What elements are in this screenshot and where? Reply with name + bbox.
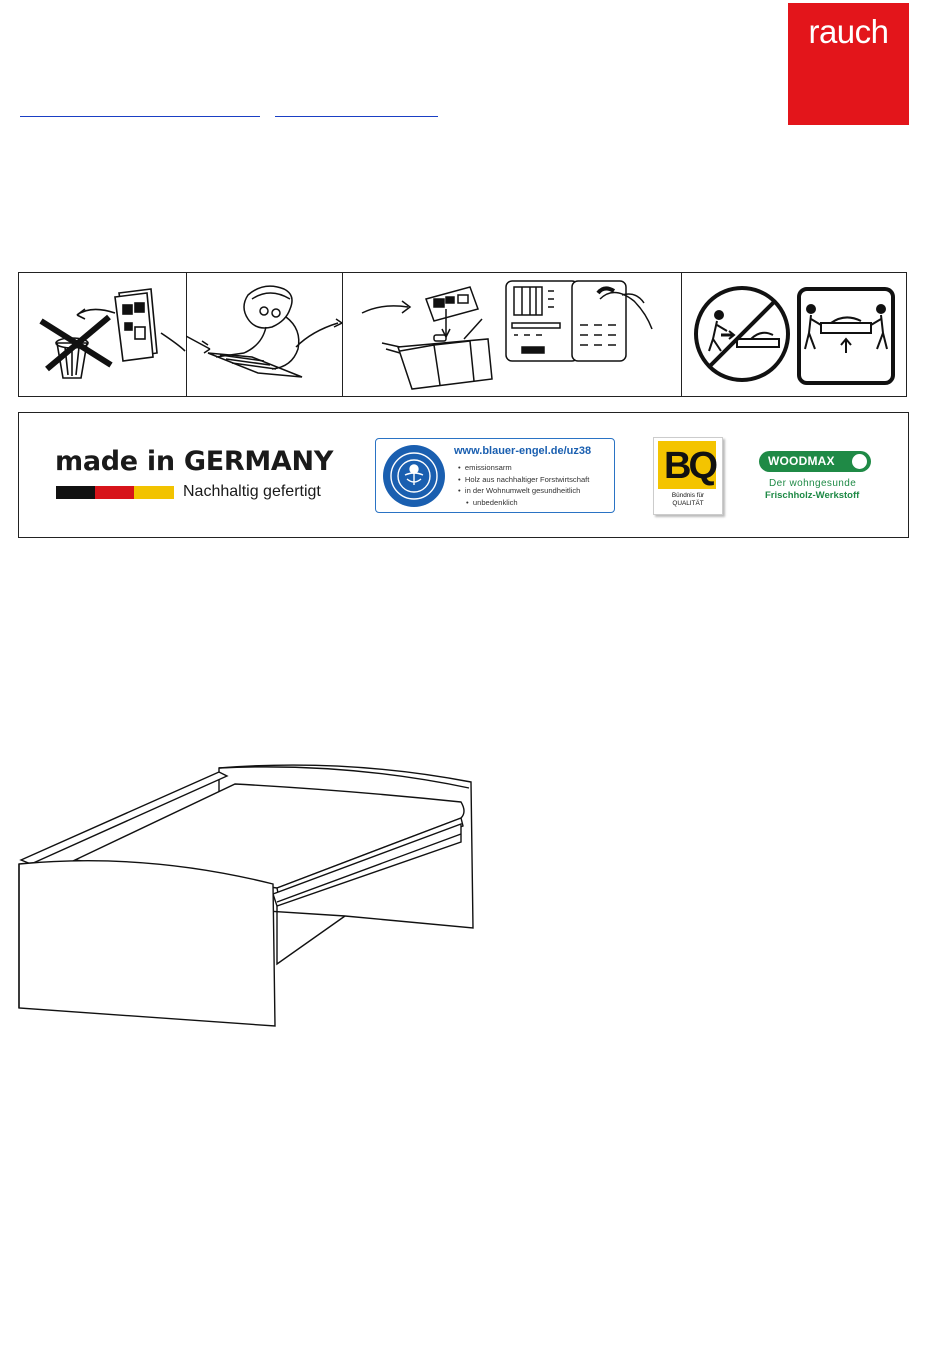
read-manual-icon xyxy=(186,273,343,396)
woodmax-name: WOODMAX xyxy=(768,454,835,468)
blauer-engel-seal-icon xyxy=(383,445,445,507)
bq-quality-badge xyxy=(653,437,723,515)
made-in-germany-subtitle: Nachhaltig gefertigt xyxy=(183,483,321,500)
made-in-germany-badge xyxy=(55,446,355,500)
blauer-engel-list xyxy=(458,462,589,508)
blauer-engel-item: • unbedenklich xyxy=(458,497,589,509)
instruction-strip xyxy=(18,272,907,397)
do-not-push-furniture-icon xyxy=(696,288,788,380)
certification-strip xyxy=(18,412,909,538)
store-manual-icon xyxy=(342,273,682,396)
bq-logo xyxy=(658,441,716,489)
lift-with-two-people-icon xyxy=(799,289,893,383)
woodmax-logo xyxy=(759,451,871,472)
blauer-engel-item: • in der Wohnumwelt gesundheitlich xyxy=(458,485,589,497)
made-in-germany-title: made in GERMANY xyxy=(55,446,334,477)
brand-logo-text: rauch xyxy=(808,13,889,50)
dont-discard-manual-icon xyxy=(19,273,187,396)
blauer-engel-url: www.blauer-engel.de/uz38 xyxy=(454,445,592,457)
woodmax-dot-icon xyxy=(852,454,867,469)
german-flag-bar xyxy=(56,486,174,499)
woodmax-line1: Der wohngesunde xyxy=(769,478,857,489)
bq-letters: BQ xyxy=(664,445,715,487)
woodmax-line2: Frischholz-Werkstoff xyxy=(765,490,860,501)
header-link-1[interactable] xyxy=(20,96,260,117)
header-link-2[interactable] xyxy=(275,96,438,117)
bq-subtitle: Bündnis für QUALITÄT xyxy=(671,492,705,507)
bed-illustration xyxy=(15,760,485,1035)
blauer-engel-badge xyxy=(375,438,615,513)
blauer-engel-item: • Holz aus nachhaltiger Forstwirtschaft xyxy=(458,474,589,486)
brand-logo xyxy=(788,3,909,125)
blauer-engel-item: • emissionsarm xyxy=(458,462,589,474)
safety-icons xyxy=(681,273,906,396)
